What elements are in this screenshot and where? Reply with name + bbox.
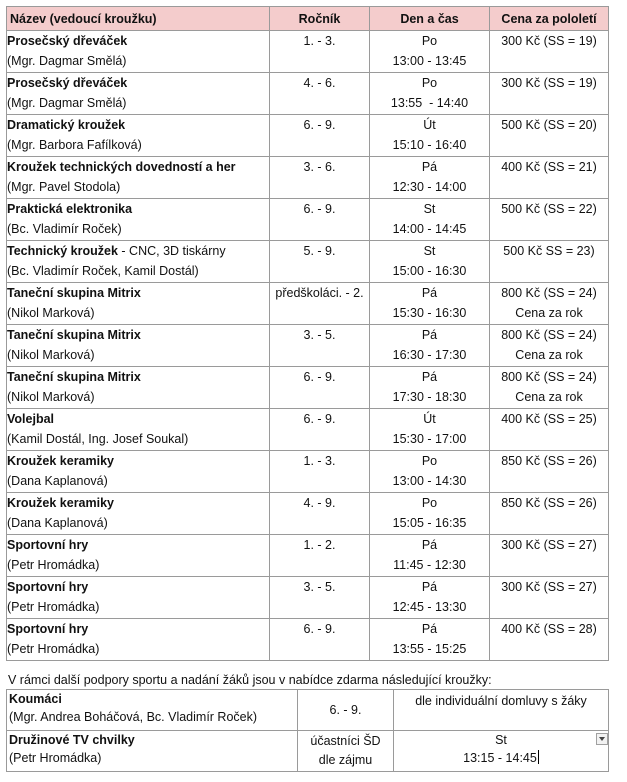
- club-time: 16:30 - 17:30: [392, 348, 467, 362]
- table-row: [7, 325, 609, 367]
- club-grade: 6. - 9.: [298, 690, 394, 731]
- header-name: Název (vedoucí kroužku): [7, 7, 270, 31]
- club-name: Koumáci: [9, 692, 62, 706]
- table-row: [7, 690, 609, 731]
- club-leader: (Petr Hromádka): [7, 600, 100, 614]
- club-name: Technický kroužek - CNC, 3D tiskárny: [7, 244, 226, 258]
- club-time: 11:45 - 12:30: [393, 558, 466, 572]
- club-grade: 1. - 3.: [270, 31, 370, 73]
- table-row: [7, 367, 609, 409]
- club-price-note: Cena za rok: [515, 306, 583, 320]
- club-grade: 4. - 9.: [270, 493, 370, 535]
- club-time: 17:30 - 18:30: [392, 390, 467, 404]
- club-name: Kroužek keramiky: [7, 454, 115, 468]
- club-price: 400 Kč (SS = 21): [501, 160, 597, 174]
- table-row: [7, 31, 609, 73]
- club-price: 800 Kč (SS = 24): [501, 328, 597, 342]
- club-leader: (Nikol Marková): [7, 348, 95, 362]
- club-grade: 6. - 9.: [270, 619, 370, 661]
- club-price: 500 Kč SS = 23): [503, 244, 595, 258]
- header-time: Den a čas: [370, 7, 490, 31]
- table-row: [7, 199, 609, 241]
- club-leader: (Bc. Vladimír Roček): [7, 222, 122, 236]
- club-day: Pá: [421, 286, 438, 300]
- club-leader: (Mgr. Dagmar Smělá): [7, 54, 127, 68]
- club-name: Dramatický kroužek: [7, 118, 126, 132]
- club-day: Pá: [421, 160, 438, 174]
- club-leader: (Bc. Vladimír Roček, Kamil Dostál): [7, 264, 199, 278]
- club-price: 850 Kč (SS = 26): [501, 496, 597, 510]
- club-day: Po: [421, 496, 438, 510]
- club-time: 15:05 - 16:35: [392, 516, 467, 530]
- club-leader: (Mgr. Andrea Boháčová, Bc. Vladimír Roček): [9, 710, 258, 724]
- club-name: Sportovní hry: [7, 580, 89, 594]
- club-day: Po: [421, 76, 438, 90]
- club-price-note: Cena za rok: [515, 348, 583, 362]
- header-price: Cena za pololetí: [490, 7, 609, 31]
- club-time: 12:45 - 13:30: [392, 600, 467, 614]
- club-grade-line1: účastníci ŠD: [310, 734, 381, 748]
- table-row: [7, 409, 609, 451]
- table-row: [7, 731, 609, 772]
- club-price: 400 Kč (SS = 28): [501, 622, 597, 636]
- club-schedule: dle individuální domluvy s žáky: [415, 694, 587, 708]
- club-time: 12:30 - 14:00: [392, 180, 467, 194]
- club-grade-line2: dle zájmu: [318, 753, 373, 767]
- club-day: Pá: [421, 328, 438, 342]
- club-grade: 6. - 9.: [270, 115, 370, 157]
- club-time: 15:10 - 16:40: [392, 138, 467, 152]
- table-row: [7, 451, 609, 493]
- club-time: 15:30 - 16:30: [392, 306, 467, 320]
- free-clubs-table: [6, 689, 609, 772]
- club-leader: (Petr Hromádka): [7, 642, 100, 656]
- club-name: Taneční skupina Mitrix: [7, 286, 141, 300]
- club-name: Praktická elektronika: [7, 202, 133, 216]
- club-price: 300 Kč (SS = 19): [501, 76, 597, 90]
- club-leader: (Petr Hromádka): [7, 558, 100, 572]
- club-grade: 6. - 9.: [270, 367, 370, 409]
- club-time: 13:15 - 14:45: [463, 751, 537, 765]
- club-name: Kroužek keramiky: [7, 496, 115, 510]
- club-name: Prosečský dřeváček: [7, 76, 128, 90]
- club-grade: 6. - 9.: [270, 409, 370, 451]
- club-day: St: [423, 202, 436, 216]
- club-time: 13:55 - 15:25: [392, 642, 467, 656]
- club-price: 800 Kč (SS = 24): [501, 370, 597, 384]
- club-day: St: [423, 244, 436, 258]
- club-grade: 6. - 9.: [270, 199, 370, 241]
- club-grade: 3. - 5.: [270, 577, 370, 619]
- table-row: [7, 619, 609, 661]
- club-leader: (Nikol Marková): [7, 390, 95, 404]
- club-name: Prosečský dřeváček: [7, 34, 128, 48]
- club-name: Sportovní hry: [7, 622, 89, 636]
- club-day: Po: [421, 454, 438, 468]
- club-day: Pá: [421, 538, 438, 552]
- club-day: St: [495, 733, 507, 747]
- club-name: Kroužek technických dovedností a her: [7, 160, 236, 174]
- club-grade: 5. - 9.: [270, 241, 370, 283]
- table-row: [7, 157, 609, 199]
- club-day: Pá: [421, 580, 438, 594]
- club-grade: předškoláci. - 2.: [270, 283, 370, 325]
- club-leader: (Petr Hromádka): [9, 751, 102, 765]
- clubs-table: [6, 6, 609, 661]
- club-day: Pá: [421, 622, 438, 636]
- club-time: 14:00 - 14:45: [392, 222, 467, 236]
- club-price: 850 Kč (SS = 26): [501, 454, 597, 468]
- header-grade: Ročník: [270, 7, 370, 31]
- table-row: [7, 577, 609, 619]
- table-row: [7, 241, 609, 283]
- club-day: Po: [421, 34, 438, 48]
- table-header-row: [7, 7, 609, 31]
- club-grade: 3. - 6.: [270, 157, 370, 199]
- club-leader: (Mgr. Barbora Fafílková): [7, 138, 142, 152]
- club-grade: 3. - 5.: [270, 325, 370, 367]
- club-name: Volejbal: [7, 412, 55, 426]
- club-price: 500 Kč (SS = 22): [501, 202, 597, 216]
- club-time: 15:00 - 16:30: [392, 264, 467, 278]
- club-day: Pá: [421, 370, 438, 384]
- club-name: Sportovní hry: [7, 538, 89, 552]
- club-price: 300 Kč (SS = 27): [501, 538, 597, 552]
- club-name: Taneční skupina Mitrix: [7, 370, 141, 384]
- club-price-note: Cena za rok: [515, 390, 583, 404]
- club-name: Družinové TV chvilky: [9, 733, 135, 747]
- club-time: 15:30 - 17:00: [392, 432, 467, 446]
- club-grade: 1. - 3.: [270, 451, 370, 493]
- club-day: Út: [423, 412, 436, 426]
- club-grade: 1. - 2.: [270, 535, 370, 577]
- club-day: Út: [423, 118, 436, 132]
- table-row: [7, 283, 609, 325]
- schedule-cell-selected[interactable]: [394, 731, 609, 772]
- table-row: [7, 115, 609, 157]
- club-price: 400 Kč (SS = 25): [501, 412, 597, 426]
- text-cursor: [538, 750, 539, 764]
- club-leader: (Kamil Dostál, Ing. Josef Soukal): [7, 432, 189, 446]
- table-row: [7, 73, 609, 115]
- club-price: 300 Kč (SS = 19): [501, 34, 597, 48]
- club-leader: (Dana Kaplanová): [7, 516, 108, 530]
- club-price: 300 Kč (SS = 27): [501, 580, 597, 594]
- club-leader: (Dana Kaplanová): [7, 474, 108, 488]
- club-leader: (Mgr. Pavel Stodola): [7, 180, 121, 194]
- free-clubs-note: V rámci další podpory sportu a nadání žáků jsou v nabídce zdarma následující kroužky:: [8, 673, 492, 687]
- club-leader: (Mgr. Dagmar Smělá): [7, 96, 127, 110]
- club-price: 500 Kč (SS = 20): [501, 118, 597, 132]
- dropdown-arrow-icon[interactable]: [596, 733, 608, 745]
- club-time: 13:00 - 14:30: [392, 474, 467, 488]
- club-time: 13:00 - 13:45: [392, 54, 467, 68]
- club-leader: (Nikol Marková): [7, 306, 95, 320]
- club-time: 13:55 - 14:40: [390, 96, 469, 110]
- club-name-extra: - CNC, 3D tiskárny: [117, 244, 226, 258]
- club-price: 800 Kč (SS = 24): [501, 286, 597, 300]
- table-row: [7, 493, 609, 535]
- club-grade: 4. - 6.: [270, 73, 370, 115]
- table-row: [7, 535, 609, 577]
- club-name: Taneční skupina Mitrix: [7, 328, 141, 342]
